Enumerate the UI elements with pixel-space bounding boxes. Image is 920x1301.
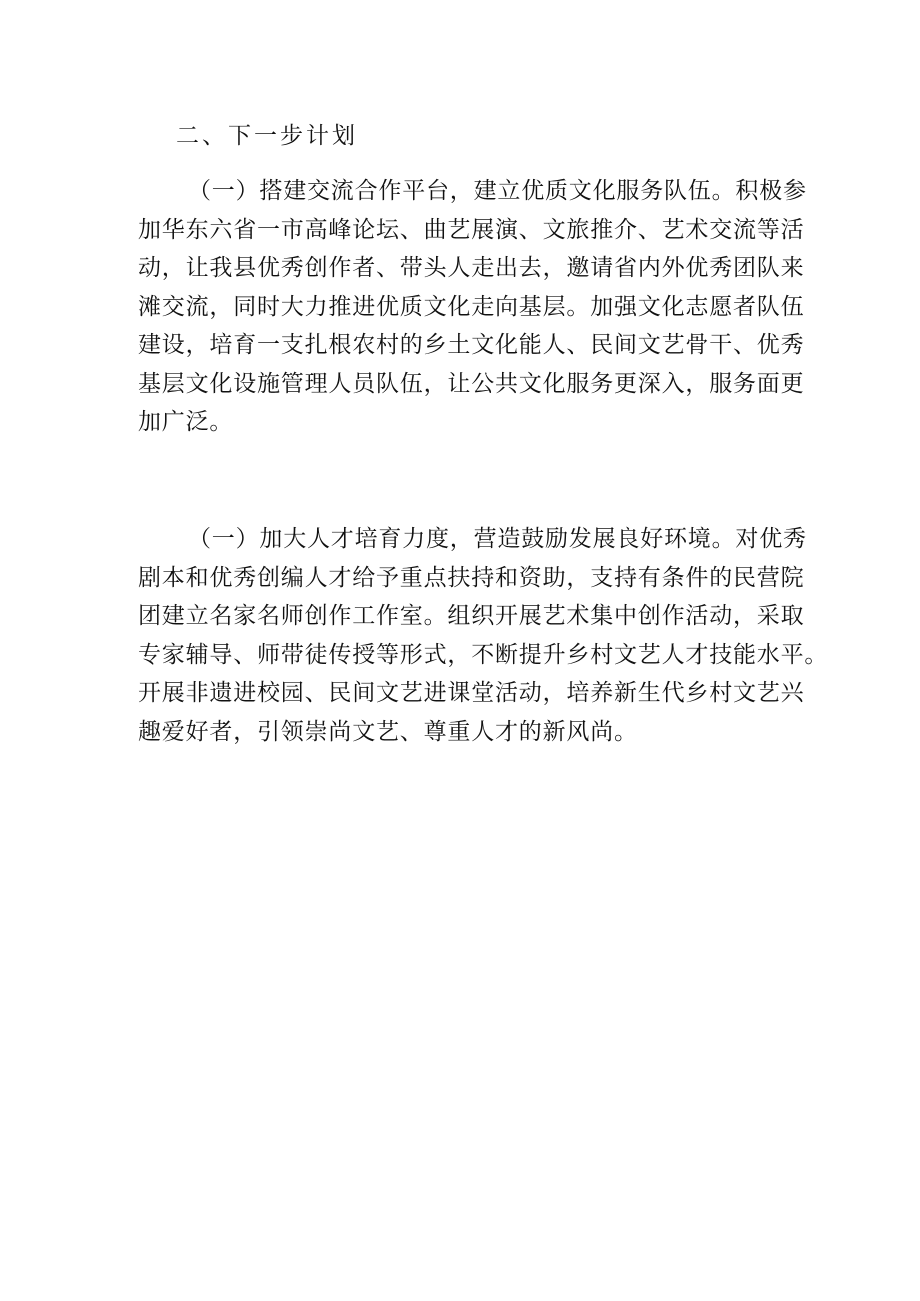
paragraph-1 [138,172,807,442]
paragraph-line: 剧本和优秀创编人才给予重点扶持和资助，支持有条件的民营院 [138,564,805,591]
paragraph-line: 加华东六省一市高峰论坛、曲艺展演、文旅推介、艺术交流等活 [138,216,805,243]
paragraph-line: 基层文化设施管理人员队伍，让公共文化服务更深入，服务面更 [138,370,805,397]
paragraph-2 [138,520,829,751]
section-heading: 二、下一步计划 [176,123,358,149]
paragraph-line: 专家辅导、师带徒传授等形式，不断提升乡村文艺人才技能水平。 [138,641,829,668]
paragraph-line: 动，让我县优秀创作者、带头人走出去，邀请省内外优秀团队来 [138,255,805,281]
paragraph-line: 加广泛。 [138,409,234,435]
paragraph-line: 建设，培育一支扎根农村的乡土文化能人、民间文艺骨干、优秀 [138,332,805,358]
paragraph-line: （一）搭建交流合作平台，建立优质文化服务队伍。积极参 [188,178,807,204]
paragraph-line: 开展非遗进校园、民间文艺进课堂活动，培养新生代乡村文艺兴 [138,680,805,706]
paragraph-line: 团建立名家名师创作工作室。组织开展艺术集中创作活动，采取 [138,603,805,629]
paragraph-line: （一）加大人才培育力度，营造鼓励发展良好环境。对优秀 [188,526,807,552]
paragraph-line: 趣爱好者，引领崇尚文艺、尊重人才的新风尚。 [138,718,638,745]
paragraph-line: 滩交流，同时大力推进优质文化走向基层。加强文化志愿者队伍 [138,293,805,320]
